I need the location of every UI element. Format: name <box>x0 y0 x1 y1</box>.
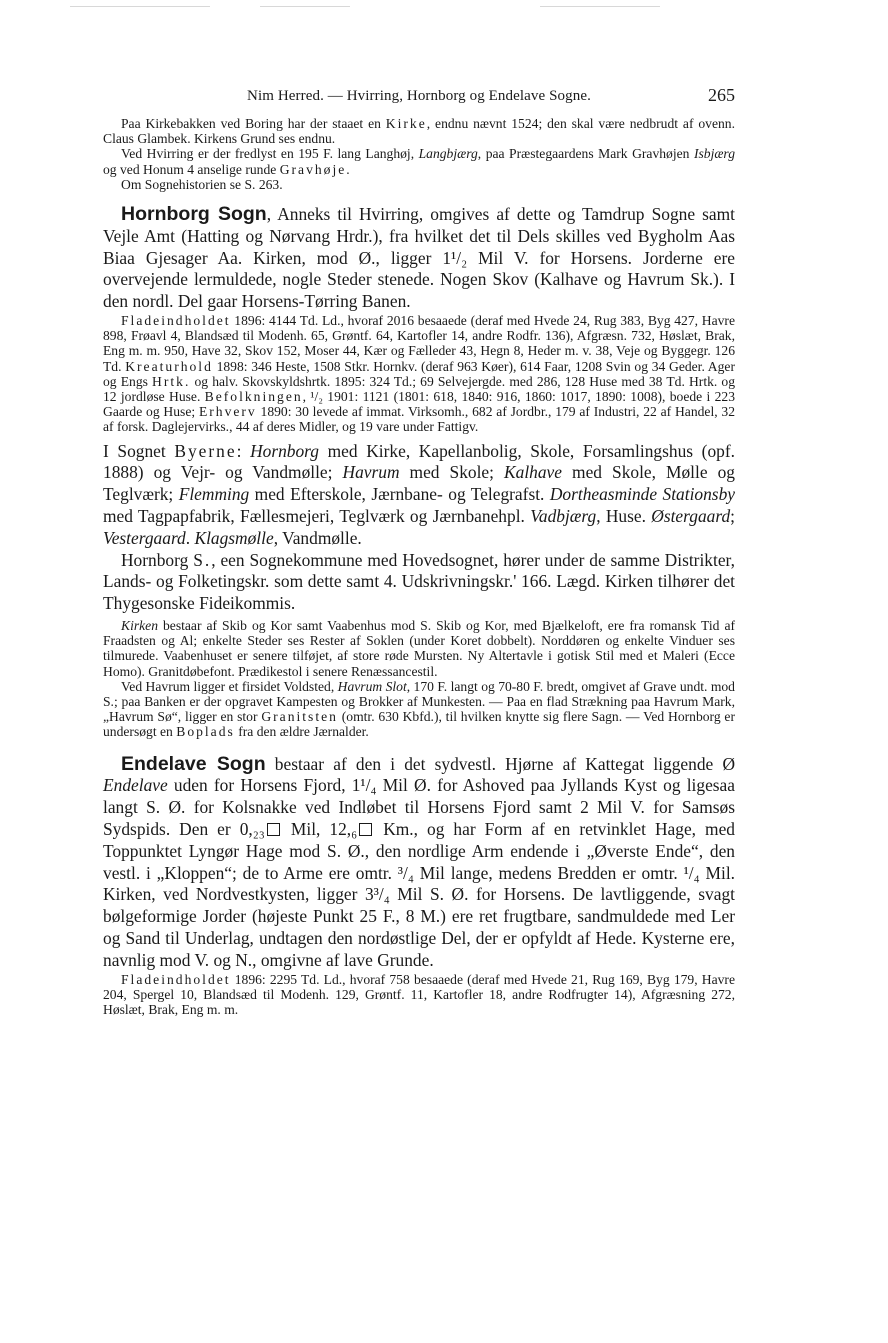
hornborg-commune: Hornborg S., een Sognekommune med Hovedsognet, hører under de samme Distrikter, Lands- og Folketingskr. som dette samt 4. Udskrivningskr.' 166. Lægd. Kirken tilhører det Thygesonske Fideikommis. <box>103 549 735 614</box>
square-symbol <box>267 823 280 836</box>
note-boring: Paa Kirkebakken ved Boring har der staaet en Kirke, endnu nævnt 1524; den skal være nedbrudt af ovenn. Claus Glambek. Kirkens Grund ses endnu. <box>103 116 735 147</box>
hornborg-section <box>103 204 735 740</box>
note-hvirring: Ved Hvirring er der fredlyst en 195 F. lang Langhøj, Langbjærg, paa Præstegaardens Mark Gravhøjen Isbjærg og ved Honum 4 anselige runde Gravhøje. <box>103 146 735 177</box>
page <box>103 82 735 1017</box>
square-symbol <box>359 823 372 836</box>
top-notes <box>103 116 735 192</box>
hornborg-heading: Hornborg Sogn <box>121 203 267 226</box>
hornborg-intro: Hornborg Sogn, Anneks til Hvirring, omgives af dette og Tamdrup Sogne samt Vejle Amt (Hatting og Nørvang Hrdr.), fra hvilket det til Dels skilles ved Bygholm Aas Biaa Gjesager Aa. Kirken, mod Ø., ligger 1¹/₂ Mil V. for Horsens. Jorderne ere overvejende lermuldede, nogle Steder stenede. Nogen Skov (Kalhave og Havrum Sk.). I den nordl. Del gaar Horsens-Tørring Banen. <box>103 203 735 312</box>
endelave-intro: Endelave Sogn bestaar af den i det sydvestl. Hjørne af Kattegat liggende Ø Endelave uden for Horsens Fjord, 1¹/₄ Mil Ø. for Ashoved paa Jyllands Kyst og ligesaa langt S. Ø. for Kolsnakke ved Indløbet til Horsens Fjord samt 2 Mil V. for Samsøs Sydspids. Den er 0,₂₃ Mil, 12,₆ Km., og har Form af en retvinklet Hage, med Toppunktet Lyngør Hage mod S. Ø., den nordlige Arm endende i „Øverste Ende“, den vestl. i „Kloppen“; de to Arme ere omtr. ³/₄ Mil lange, medens Bredden er omtr. ¹/₄ Mil. Kirken, ved Nordvestkysten, ligger 3³/₄ Mil S. Ø. for Horsens. De lavtliggende, svagt bølgeformige Jorder (højeste Punkt 25 F., 8 M.) ere ret frugtbare, sandmuldede med Ler og Sand til Underlag, undtagen den nordøstlige Del, der er opfyldt af Hede. Kysterne ere, navnlig mod V. og N., omgivne af lave Grunde. <box>103 752 735 970</box>
endelave-section <box>103 754 735 1018</box>
running-title: Nim Herred. — Hvirring, Hornborg og Endelave Sogne. <box>247 88 591 104</box>
running-header <box>103 82 735 116</box>
endelave-heading: Endelave Sogn <box>121 752 266 775</box>
note-sognehistorie: Om Sognehistorien se S. 263. <box>121 176 283 192</box>
page-number: 265 <box>708 85 735 105</box>
hornborg-kirken: Kirken bestaar af Skib og Kor samt Vaabenhus mod S. Skib og Kor, med Bjælkeloft, ere fra romansk Tid af Fraadsten og Al; enkelte Steder ses Rester af Soklen (under Koret dobbelt). Norddøren og enkelte Vinduer ses tilmurede. Vaabenhuset er senere tilføjet, af store røde Mursten. Ny Altertavle i gotisk Stil med et Maleri (Ecce Homo). Granitdøbefont. Prædikestol i senere Renæssancestil. <box>103 618 735 679</box>
hornborg-havrum: Ved Havrum ligger et firsidet Voldsted, Havrum Slot, 170 F. langt og 70-80 F. bredt, omgivet af Grave undt. mod S.; paa Banken er der opgravet Kampesten og Brokker af Munkesten. — Paa en flad Strækning paa Havrum Mark, „Havrum Sø“, ligger en stor Granitsten (omtr. 630 Kbfd.), til hvilken knytte sig flere Sagn. — Ved Hornborg er undersøgt en Boplads fra den ældre Jærnalder. <box>103 678 735 740</box>
endelave-stats: Fladeindholdet 1896: 2295 Td. Ld., hvoraf 758 besaaede (deraf med Hvede 21, Rug 169, Byg 179, Havre 204, Spergel 10, Blandsæd til Modenh. 129, Grøntf. 11, Kartofler 18, andre Rodfrugter 14), Afgræsning 272, Høslæt, Brak, Eng m. m. <box>103 971 735 1017</box>
hornborg-stats: Fladeindholdet 1896: 4144 Td. Ld., hvoraf 2016 besaaede (deraf med Hvede 24, Rug 383, Byg 427, Havre 898, Frøavl 4, Blandsæd til Modenh. 65, Grøntf. 64, Kartofler 14, andre Rodfr. 136), Afgræsn. 732, Høslæt, Brak, Eng m. m. 950, Have 32, Skov 152, Moser 44, Kær og Fælleder 43, Hegn 8, Heder m. v. 38, Veje og Byggegr. 126 Td. Kreaturhold 1898: 346 Heste, 1508 Stkr. Hornkv. (deraf 963 Køer), 614 Faar, 1208 Svin og 34 Geder. Ager og Engs Hrtk. og halv. Skovskyldshrtk. 1895: 324 Td.; 69 Selvejergde. med 286, 128 Huse med 38 Td. Hrtk. og 12 jordløse Huse. Befolkningen, ¹/₂ 1901: 1121 (1801: 618, 1840: 916, 1860: 1017, 1890: 1008), boede i 223 Gaarde og Huse; Erhverv 1890: 30 levede af immat. Virksomh., 682 af Jordbr., 179 af Industri, 22 af Handel, 32 af forsk. Daglejervirks., 44 af deres Midler, og 19 vare under Fattigv. <box>103 313 736 435</box>
hornborg-byerne: I Sognet Byerne: Hornborg med Kirke, Kapellanbolig, Skole, Forsamlingshus (opf. 1888) og Vejr- og Vandmølle; Havrum med Skole; Kalhave med Skole, Mølle og Teglværk; Flemming med Efterskole, Jærnbane- og Telegrafst. Dortheasminde Stationsby med Tagpapfabrik, Fællesmejeri, Teglværk og Jærnbanehpl. Vadbjærg, Huse. Østergaard; Vestergaard. Klagsmølle, Vandmølle. <box>103 440 736 548</box>
